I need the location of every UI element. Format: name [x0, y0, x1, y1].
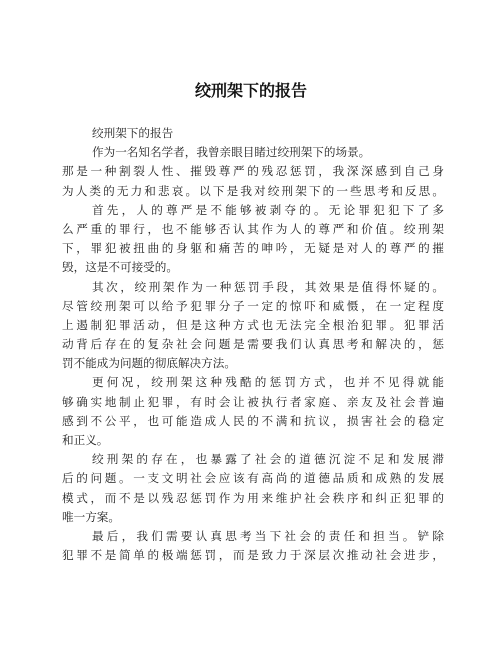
- text-line: 犯罪不是简单的极端惩罚，而是致力于深层次推动社会进步，: [62, 548, 444, 563]
- text-line: 那是一种割裂人性、摧毁尊严的残忍惩罚，我深深感到自己身: [62, 164, 444, 179]
- text-line: 尽管绞刑架可以给予犯罪分子一定的惊吓和威慑，在一定程度: [62, 298, 444, 313]
- text-line: 么严重的罪行，也不能够否认其作为人的尊严和价值。绞刑架: [62, 221, 444, 236]
- text-line: 绞刑架的存在，也暴露了社会的道德沉淀不足和发展滞: [92, 452, 444, 467]
- text-line: 最后，我们需要认真思考当下社会的责任和担当。铲除: [92, 528, 444, 543]
- text-line: 模式，而不是以残忍惩罚作为用来维护社会秩序和纠正犯罪的: [62, 490, 444, 505]
- text-line: 首先，人的尊严是不能够被剥夺的。无论罪犯犯下了多: [92, 202, 444, 217]
- text-line: 更何况，绞刑架这种残酷的惩罚方式，也并不见得就能: [92, 375, 444, 390]
- text-line: 上遏制犯罪活动，但是这种方式也无法完全根治犯罪。犯罪活: [62, 317, 444, 332]
- text-line: 感到不公平，也可能造成人民的不满和抗议，损害社会的稳定: [62, 413, 444, 428]
- text-line: 罚不能成为问题的彻底解决方法。: [62, 356, 236, 371]
- text-line: 下，罪犯被扭曲的身躯和痛苦的呻吟，无疑是对人的尊严的摧: [62, 241, 444, 256]
- text-line: 绞刑架下的报告: [92, 126, 174, 140]
- text-line: 后的问题。一支文明社会应该有高尚的道德品质和成熟的发展: [62, 471, 444, 486]
- text-line: 动背后存在的复杂社会问题是需要我们认真思考和解决的，惩: [62, 337, 444, 352]
- text-line: 为人类的无力和悲哀。以下是我对绞刑架下的一些思考和反思。: [62, 183, 444, 198]
- text-line: 其次，绞刑架作为一种惩罚手段，其效果是值得怀疑的。: [92, 279, 444, 294]
- text-line: 和正义。: [62, 433, 109, 447]
- text-line: 够确实地制止犯罪，有时会让被执行者家庭、亲友及社会普遍: [62, 394, 444, 409]
- text-line: 毁，这是不可接受的。: [62, 260, 178, 275]
- document-title: 绞刑架下的报告: [194, 81, 307, 100]
- text-line: 作为一名知名学者，我曾亲眼目睹过绞刑架下的场景。: [92, 145, 371, 160]
- document-body: [62, 124, 444, 565]
- text-line: 唯一方案。: [62, 509, 120, 524]
